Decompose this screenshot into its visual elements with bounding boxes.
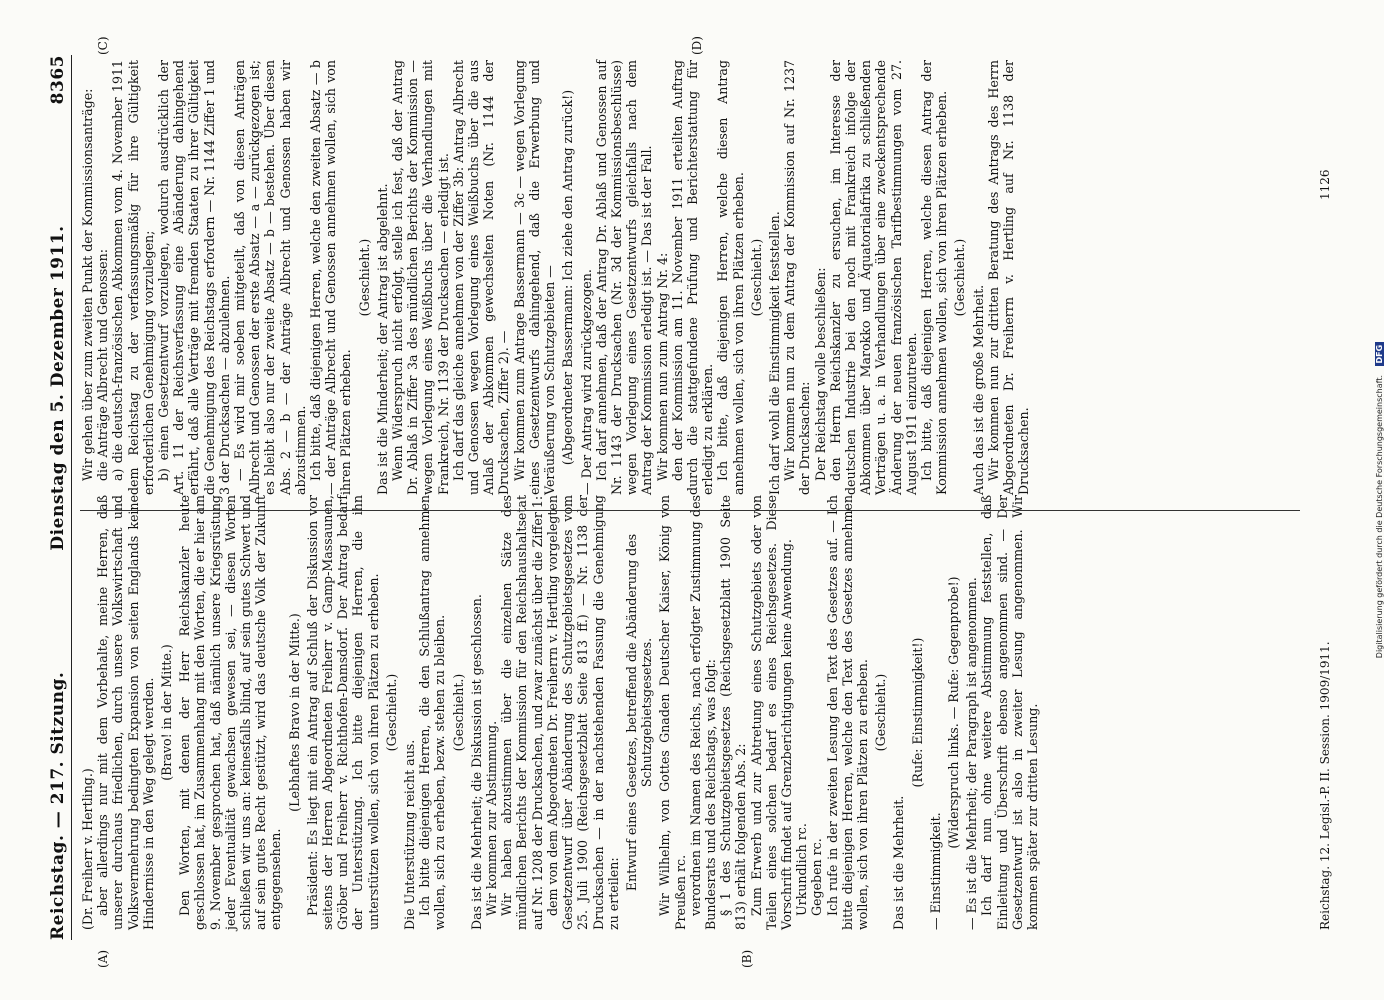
paragraph: Das ist die Minderheit; der Antrag ist abgelehnt.: [374, 183, 390, 495]
page-header: [38, 55, 68, 940]
paragraph: Wir kommen zur Abstimmung.: [484, 720, 500, 916]
column-divider: [80, 510, 1300, 511]
digitization-text: Digitalisierung gefördert durch die Deutsche Forschungsgemeinschaft.: [1375, 375, 1384, 659]
paragraph: Wir haben abzustimmen über die einzelnen Sätze des mündlichen Berichts der Kommission für den Reichshaushaltsetat auf Nr. 1208 der Drucksachen, und zwar zunächst über die Ziffer 1:: [499, 495, 545, 930]
paragraph: Gegeben rc.: [809, 838, 825, 916]
paragraph: — Der Antrag wird zurückgezogen.: [578, 269, 594, 495]
right-column: [80, 60, 1031, 495]
dfg-logo: DFG: [1375, 342, 1384, 367]
paragraph: aber allerdings nur mit dem Vorbehalte, meine Herren, daß unserer durchaus friedlichen, durch unsere Volkswirtschaft und Volksvermehrung bedingten Expansion von seiten Englands keine Hindernisse in den Weg gelegt werden.: [95, 495, 156, 930]
paragraph: — Einstimmigkeit.: [927, 812, 943, 930]
paragraph: Die Unterstützung reicht aus.: [402, 739, 418, 930]
paragraph: a) die deutsch-französischen Abkommen vom 4. November 1911 dem Reichstag zu der verfassungsmäßig für ihre Gültigkeit erforderlichen Genehmigung vorzulegen;: [110, 60, 156, 495]
paragraph: (Geschieht.): [356, 238, 372, 317]
paragraph: Ich rufe in der zweiten Lesung den Text des Gesetzes auf. — Ich bitte diejenigen Herren, welche den Text des Gesetzes annehmen wollen, sich von ihren Plätzen zu erheben.: [824, 495, 870, 930]
paragraph: Entwurf eines Gesetzes, betreffend die Abänderung des Schutzgebietsgesetzes.: [623, 533, 655, 892]
page-number: 8365: [48, 55, 68, 105]
digitization-note: [1375, 20, 1384, 980]
paragraph: Wir kommen zum Antrage Bassermann — 3c — wegen Vorlegung eines Gesetzentwurfs dahingehend, daß die Erwerbung und Veräußerung von Schutzgebieten —: [511, 60, 558, 495]
paragraph: Zum Erwerb und zur Abtretung eines Schutzgebiets oder von Teilen eines solchen bedarf es eines Reichsgesetzes. Diese Vorschrift findet auf Grenzberichtigungen keine Anwendung.: [748, 495, 794, 930]
paragraph: (Widerspruch links. — Rufe: Gegenprobe!): [945, 576, 961, 849]
paragraph: b) einen Gesetzentwurf vorzulegen, wodurch ausdrücklich der Art. 11 der Reichsverfassung eine Abänderung dahingehend erfährt, daß alle Verträge mit fremden Staaten zu ihrer Gültigkeit die Genehmigung des Reichstags erfordern — Nr. 1144 Ziffer 1 und 3 der Drucksachen — abzulehnen.: [156, 60, 232, 495]
left-column: [80, 495, 1040, 930]
paragraph: Wir kommen nun zum Antrag Nr. 4:: [654, 252, 670, 481]
paragraph: Der Reichstag wolle beschließen:: [812, 267, 828, 481]
paragraph: Ich darf nun ohne weitere Abstimmung feststellen, daß Einleitung und Überschrift ebenso angenommen sind. — Der Gesetzentwurf ist also in zweiter Lesung angenommen. Wir kommen später zur dritten Lesung.: [979, 495, 1040, 930]
paragraph: (Abgeordneter Bassermann: Ich ziehe den Antrag zurück!): [560, 89, 576, 466]
paragraph: Ich bitte, daß diejenigen Herren, welche diesen Antrag annehmen wollen, sich von ihren Plätzen erheben.: [715, 60, 746, 495]
header-date: Dienstag den 5. Dezember 1911.: [48, 225, 68, 551]
paragraph: (Dr. Freiherr v. Hertling.): [80, 768, 95, 930]
footer-session: Reichstag. 12. Legisl.-P. II. Session. 1909/1911.: [1318, 641, 1332, 930]
paragraph: Ich darf das gleiche annehmen von der Ziffer 3b: Antrag Albrecht und Genossen wegen Vorlegung eines Weißbuchs über die aus Anlaß der Abkommen gewechselten Noten (Nr. 1144 der Drucksachen, Ziffer 2). —: [450, 60, 512, 495]
marker-d: (D): [690, 36, 704, 55]
paragraph: (Lebhaftes Bravo in der Mitte.): [286, 613, 302, 812]
paragraph: Wir Wilhelm, von Gottes Gnaden Deutscher Kaiser, König von Preußen rc.: [657, 495, 688, 930]
paragraph: (Geschieht.): [873, 673, 889, 752]
paragraph: Präsident: Es liegt mit ein Antrag auf Schluß der Diskussion vor seitens der Herren Abgeordneten Freiherr v. Gamp-Massaunen, Gröber und Freiherr v. Richthofen-Damsdorf. Der Antrag bedarf der Unterstützung. Ich bitte diejenigen Herren, die ihn unterstützen wollen, sich von ihren Plätzen zu erheben.: [304, 495, 381, 930]
paragraph: dem von dem Abgeordneten Dr. Freiherrn v. Hertling vorgelegten Gesetzentwurf über Abänderung des Schutzgebietsgesetzes vom 25. Juli 1900 (Reichsgesetzblatt Seite 813 ff.) — Nr. 1138 der Drucksachen — in der nachstehenden Fassung die Genehmigung zu erteilen:: [544, 495, 621, 930]
paragraph: den der Kommission am 11. November 1911 erteilten Auftrag durch die stattgefundene Prüfung und Berichterstattung für erledigt zu erklären.: [669, 60, 716, 495]
paragraph: (Geschieht.): [952, 238, 968, 317]
paragraph: (Rufe: Einstimmigkeit!): [909, 637, 925, 788]
paragraph: (Geschieht.): [748, 238, 764, 317]
paragraph: Wir gehen über zum zweiten Punkt der Kommissionsanträge:: [80, 88, 95, 481]
header-rule: [71, 55, 72, 940]
paragraph: Ich bitte, daß diejenigen Herren, welche diesen Antrag der Kommission annehmen wollen, sich von ihren Plätzen erheben.: [918, 60, 950, 495]
paragraph: verordnen im Namen des Reichs, nach erfolgter Zustimmung des Bundesrats und des Reichstags, was folgt:: [687, 495, 718, 930]
header-left: Reichstag. — 217. Sitzung.: [48, 671, 68, 940]
marker-c: (C): [96, 36, 110, 55]
paragraph: den Herrn Reichskanzler zu ersuchen, im Interesse der deutschen Industrie bei den noch mit Frankreich infolge der Abkommen über Marokko und Äquatorialafrika zu schließenden Verträgen u. a. in Verhandlungen über eine zweckentsprechende Änderung der neuen französischen Tarifbestimmungen vom 27. August 1911 einzutreten.: [827, 60, 919, 495]
paragraph: Ich darf annehmen, daß der Antrag Dr. Ablaß und Genossen auf Nr. 1143 der Drucksachen (Nr. 3d der Kommissionsbeschlüsse) wegen Vorlegung eines Gesetzentwurfs gleichfalls nach dem Antrag der Kommission erledigt ist. — Das ist der Fall.: [593, 60, 655, 495]
paragraph: Urkundlich rc.: [794, 823, 810, 916]
paragraph: die Anträge Albrecht und Genossen:: [95, 249, 111, 481]
paragraph: (Bravo! in der Mitte.): [159, 644, 175, 781]
paragraph: Wenn Widerspruch nicht erfolgt, stelle ich fest, daß der Antrag Dr. Ablaß in Ziffer 3a des mündlichen Berichts der Kommission — wegen Vorlegung eines Weißbuchs über die Verhandlungen mit Frankreich, Nr. 1139 der Drucksachen — erledigt ist.: [390, 60, 451, 495]
paragraph: — Es ist die Mehrheit; der Paragraph ist angenommen.: [964, 577, 980, 930]
paragraph: Ich bitte diejenigen Herren, die den Schlußantrag annehmen wollen, sich zu erheben, bezw. stehen zu bleiben.: [417, 495, 448, 930]
paragraph: (Geschieht.): [383, 673, 399, 752]
paragraph: — Es wird mir soeben mitgeteilt, daß von diesen Anträgen Albrecht und Genossen der erste Absatz — a — zurückgezogen ist; es bleibt also nur der zweite Absatz — b — bestehen. Über diesen Abs. 2 — b — der Anträge Albrecht und Genossen haben wir abzustimmen.: [232, 60, 308, 495]
footer-number: 1126: [1318, 169, 1332, 200]
paragraph: Das ist die Mehrheit; die Diskussion ist geschlossen.: [468, 594, 484, 930]
paragraph: Das ist die Mehrheit.: [891, 795, 907, 930]
marker-a: (A): [96, 949, 110, 968]
paragraph: (Geschieht.): [450, 673, 466, 752]
paragraph: Ich bitte, daß diejenigen Herren, welche den zweiten Absatz — b — der Anträge Albrecht und Genossen annehmen wollen, sich von ihren Plätzen erheben.: [308, 60, 354, 495]
paragraph: Wir kommen nun zu dem Antrag der Kommission auf Nr. 1237 der Drucksachen:: [782, 60, 813, 495]
paragraph: Auch das ist die große Mehrheit.: [970, 284, 986, 495]
paragraph: Wir kommen nun zur dritten Beratung des Antrags des Herrn Abgeordneten Dr. Freiherrn v. Hertling auf Nr. 1138 der Drucksachen.: [985, 60, 1032, 495]
paragraph: Ich darf wohl die Einstimmigkeit feststellen.: [766, 211, 782, 495]
paragraph: § 1 des Schutzgebietsgesetzes (Reichsgesetzblatt 1900 Seite 813) erhält folgenden Abs. 2:: [718, 495, 749, 930]
marker-b: (B): [740, 949, 754, 968]
paragraph: Den Worten, mit denen der Herr Reichskanzler heute geschlossen hat, im Zusammenhang mit den Worten, die er hier am 9. November gesprochen hat, daß nämlich unsere Kriegsrüstung jeder Eventualität gewachsen gewesen sei, — diesen Worten schließen wir uns an: keinesfalls blind, auf sein gutes Schwert und auf sein gutes Recht gestützt, wird das deutsche Volk der Zukunft entgegensehen.: [177, 495, 284, 930]
